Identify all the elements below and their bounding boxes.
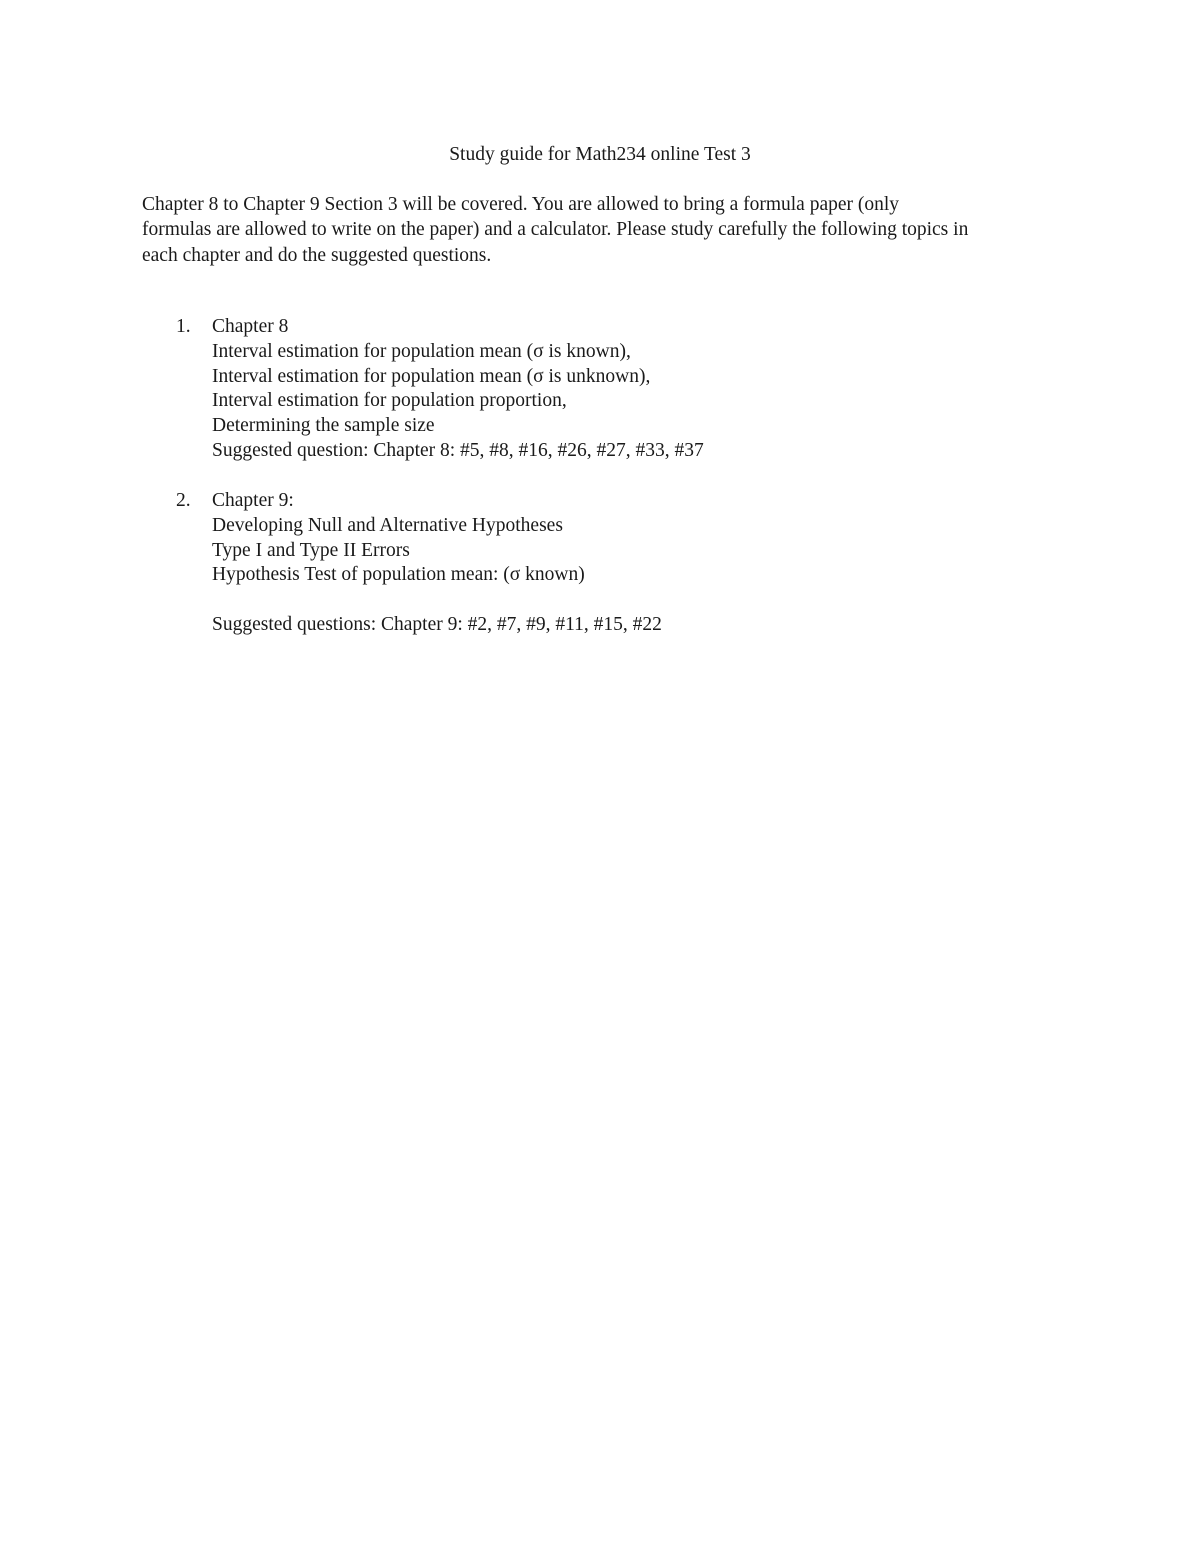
suggested-questions: Suggested questions: Chapter 9: #2, #7, #9, #11, #15, #22 — [212, 613, 662, 635]
topic-line: Type I and Type II Errors — [212, 539, 410, 561]
intro-paragraph — [142, 192, 1072, 268]
topic-line: Interval estimation for population proportion, — [212, 390, 567, 412]
topic-line: Interval estimation for population mean (σ is unknown), — [212, 365, 651, 387]
intro-line: formulas are allowed to write on the paper) and a calculator. Please study carefully the following topics in — [142, 219, 969, 241]
chapter-heading: Chapter 9: — [212, 490, 294, 511]
document-title: Study guide for Math234 online Test 3 — [449, 144, 751, 165]
list-item-content — [212, 315, 1112, 464]
list-number: 1. — [176, 316, 191, 337]
topic-line: Determining the sample size — [212, 415, 435, 437]
intro-line: Chapter 8 to Chapter 9 Section 3 will be covered. You are allowed to bring a formula paper (only — [142, 194, 900, 215]
chapter-heading: Chapter 8 — [212, 316, 289, 337]
intro-line: each chapter and do the suggested questions. — [142, 244, 492, 266]
topic-line: Developing Null and Alternative Hypotheses — [212, 514, 563, 536]
suggested-questions: Suggested question: Chapter 8: #5, #8, #16, #26, #27, #33, #37 — [212, 439, 704, 461]
blank-line — [212, 588, 1112, 613]
topic-line: Interval estimation for population mean (σ is known), — [212, 340, 631, 362]
list-item-content — [212, 489, 1112, 638]
topic-line: Hypothesis Test of population mean: (σ known) — [212, 564, 585, 586]
list-number: 2. — [176, 490, 191, 511]
